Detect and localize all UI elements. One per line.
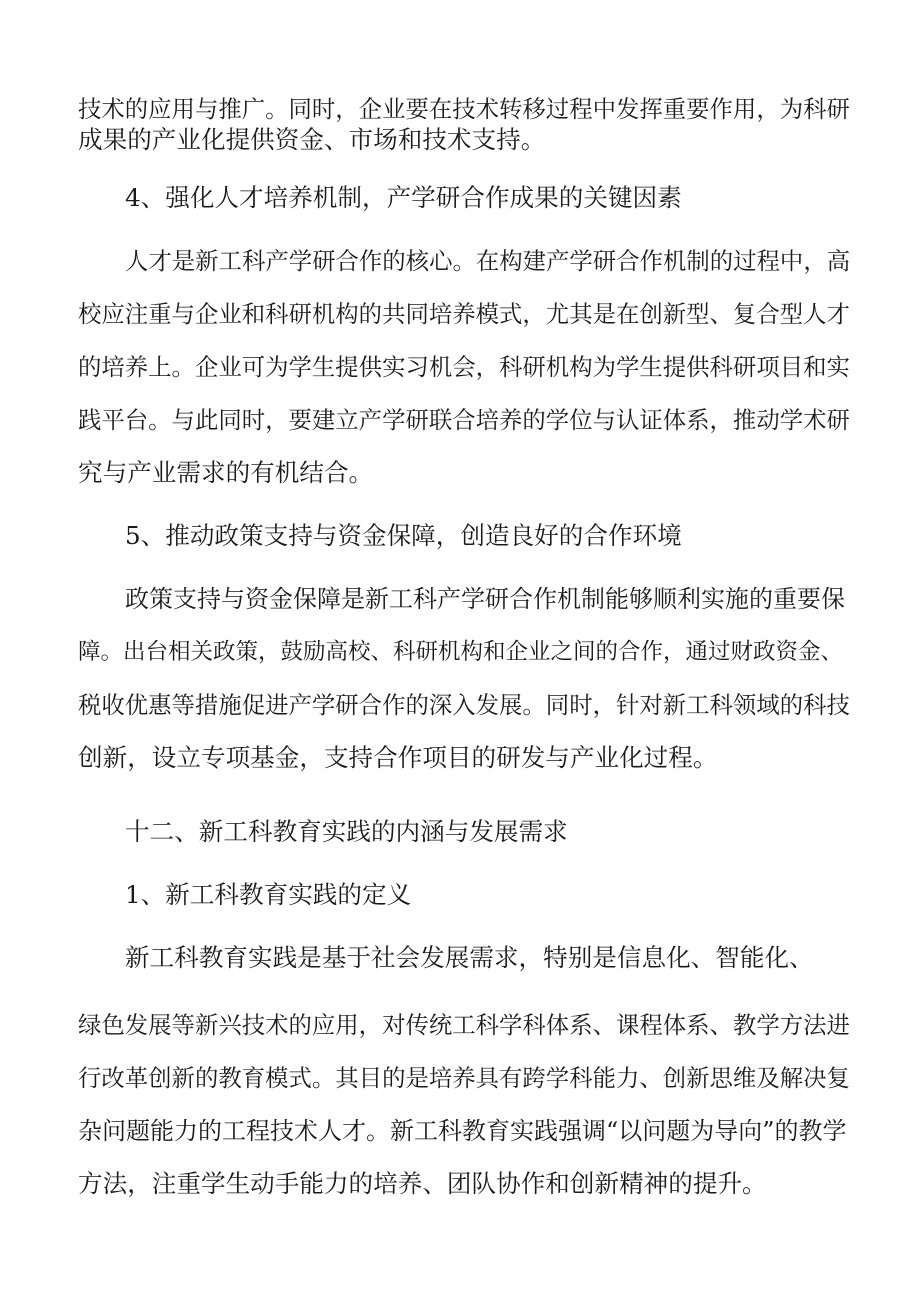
text-line: 税收优惠等措施促进产学研合作的深入发展。同时，针对新工科领域的科技 xyxy=(78,691,850,719)
text-line: 行改革创新的教育模式。其目的是培养具有跨学科能力、创新思维及解决复 xyxy=(78,1064,850,1092)
section-heading: 1、新工科教育实践的定义 xyxy=(125,880,412,909)
text-line: 方法，注重学生动手能力的培养、团队协作和创新精神的提升。 xyxy=(78,1169,767,1198)
text-line: 创新，设立专项基金，支持合作项目的研发与产业化过程。 xyxy=(78,743,718,772)
section-heading: 5、推动政策支持与资金保障，创造良好的合作环境 xyxy=(125,521,682,550)
text-line: 成果的产业化提供资金、市场和技术支持。 xyxy=(78,125,546,154)
text-line: 的培养上。企业可为学生提供实习机会，科研机构为学生提供科研项目和实 xyxy=(78,353,850,381)
text-line: 校应注重与企业和科研机构的共同培养模式，尤其是在创新型、复合型人才 xyxy=(78,300,850,328)
text-line: 障。出台相关政策，鼓励高校、科研机构和企业之间的合作，通过财政资金、 xyxy=(78,639,844,665)
text-line: 践平台。与此同时，要建立产学研联合培养的学位与认证体系，推动学术研 xyxy=(78,406,850,434)
text-line: 究与产业需求的有机结合。 xyxy=(78,458,374,487)
text-line: 政策支持与资金保障是新工科产学研合作机制能够顺利实施的重要保 xyxy=(125,585,845,613)
section-heading: 4、强化人才培养机制，产学研合作成果的关键因素 xyxy=(125,183,682,212)
text-line: 技术的应用与推广。同时，企业要在技术转移过程中发挥重要作用，为科研 xyxy=(78,95,850,123)
chapter-heading: 十二、新工科教育实践的内涵与发展需求 xyxy=(125,817,568,846)
text-line: 绿色发展等新兴技术的应用，对传统工科学科体系、课程体系、教学方法进 xyxy=(78,1011,850,1039)
text-line: 人才是新工科产学研合作的核心。在构建产学研合作机制的过程中，高 xyxy=(125,247,851,275)
text-line: 新工科教育实践是基于社会发展需求，特别是信息化、智能化、 xyxy=(125,943,814,972)
text-line: 杂问题能力的工程技术人才。新工科教育实践强调“以问题为导向”的教学 xyxy=(78,1117,847,1145)
